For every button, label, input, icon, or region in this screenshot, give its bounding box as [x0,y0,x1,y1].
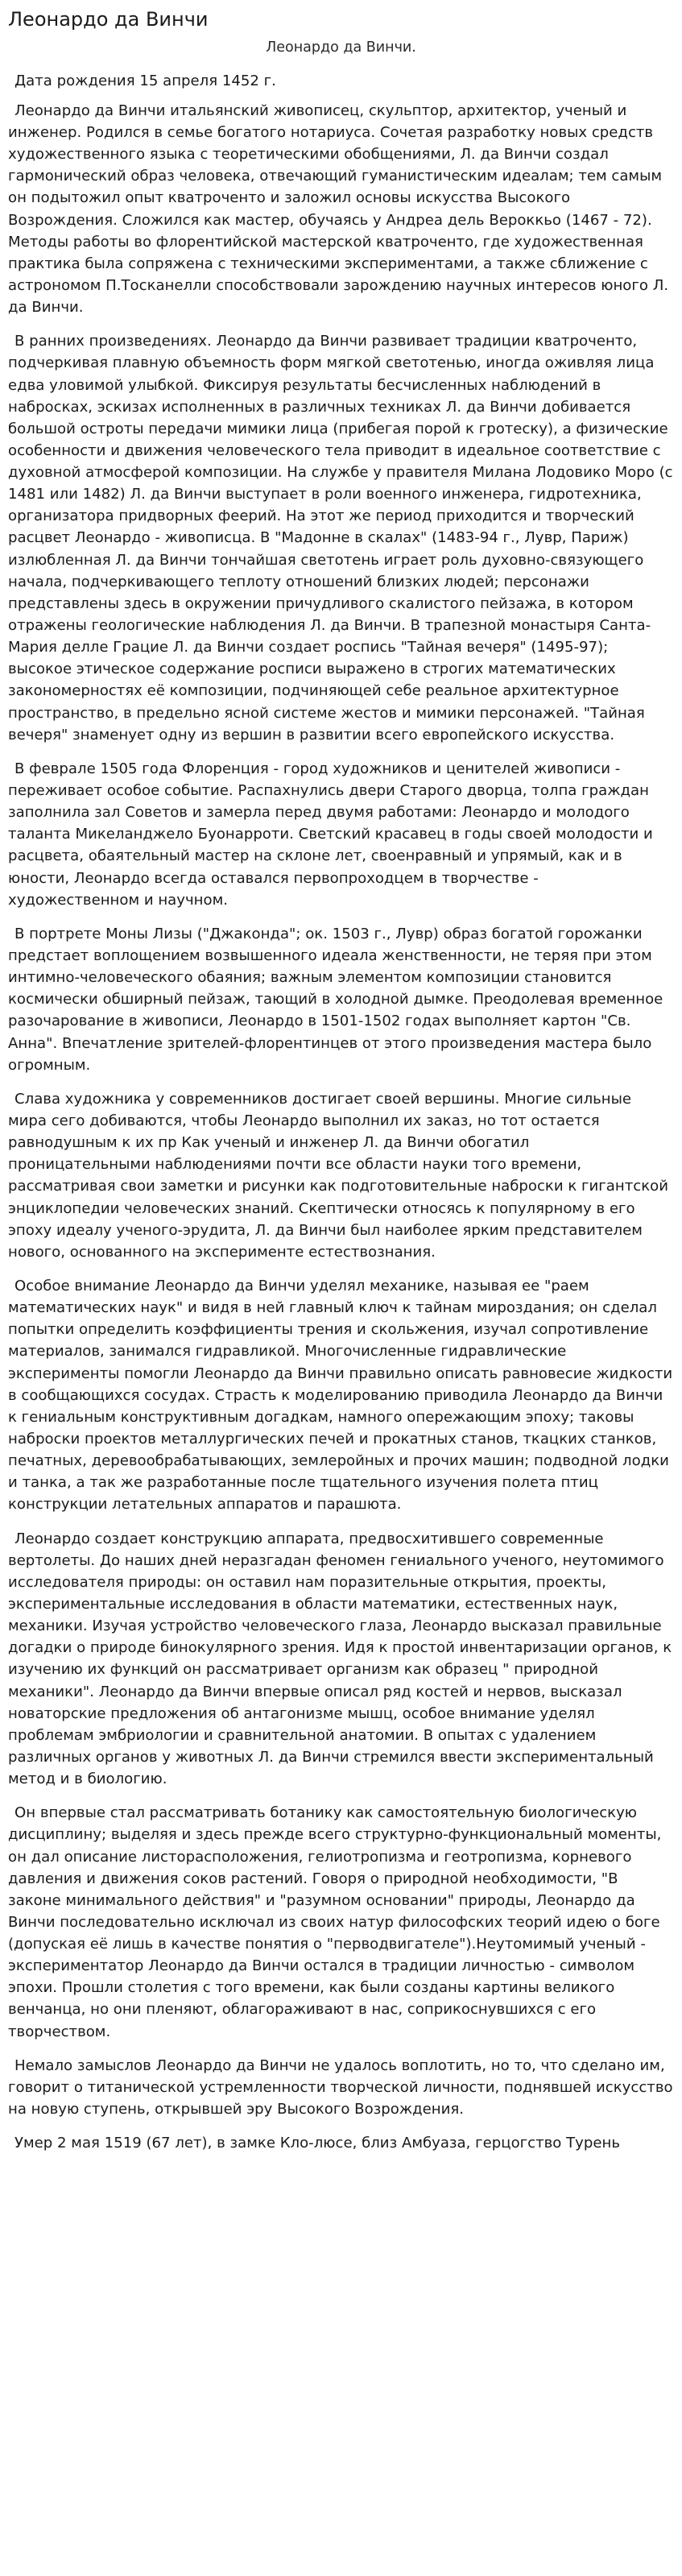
article-title: Леонардо да Винчи. [266,39,416,56]
birth-date-paragraph: Дата рождения 15 апреля 1452 г. [14,72,276,89]
early-works-paragraph: В ранних произведениях. Леонардо да Винчи развивает традиции кватроченто, подчеркивая плавную объемность форм мягкой светотенью, иногда оживляя лица едва уловимой улыбкой. Фиксируя результаты бесчисленных наблюдений в набросках, эскизах исполненных в различных техниках Л. да Винчи добивается большой остроты передачи мимики лица (прибегая порой к гротеску), а физические особенности и движения человеческого тела приводит в идеальное соответствие с духовной атмосферой композиции. На службе у правителя Милана Лодовико Моро (с 1481 или 1482) Л. да Винчи выступает в роли военного инженера, гидротехника, организатора придворных феерий. На этот же период приходится и творческий расцвет Леонардо - живописца. В "Мадонне в скалах" (1483-94 г., Лувр, Париж) излюбленная Л. да Винчи тончайшая светотень играет роль духовно-связующего начала, подчеркивающего теплоту отношений близких людей; персонажи представлены здесь в окружении причудливого скалистого пейзажа, в котором отражены геологические наблюдения Л. да Винчи. В трапезной монастыря Санта-Мария делле Грацие Л. да Винчи создает роспись "Тайная вечеря" (1495-97); высокое этическое содержание росписи выражено в строгих математических закономерностях её композиции, подчиняющей себе реальное архитектурное пространство, в предельно ясной системе жестов и мимики персонажей. "Тайная вечеря" знаменует одну из вершин в развитии всего европейского искусства. [8,333,673,743]
botany-paragraph: Он впервые стал рассматривать ботанику как самостоятельную биологическую дисциплину; выделяя и здесь прежде всего структурно-функциональный моменты, он дал описание листорасположения, гелиотропизма и геотропизма, корневого давления и движения соков растений. Говоря о природной необходимости, "В законе минимального действия" и "разумном основании" природы, Леонардо да Винчи последовательно исключал из своих натур философских теорий идею о боге (допуская её лишь в качестве понятия о "перводвигателе").Неутомимый ученый - экспериментатор Леонардо да Винчи остался в традиции личностью - символом эпохи. Прошли столетия с того времени, как были созданы картины великого венчанца, но они пленяют, облагораживают в нас, соприкоснувшихся с его творчеством. [8,1804,662,2040]
mona-lisa-paragraph: В портрете Моны Лизы ("Джаконда"; ок. 1503 г., Лувр) образ богатой горожанки предстает воплощением возвышенного идеала женственности, не теряя при этом интимно-человеческого обаяния; важным элементом композиции становится космически обширный пейзаж, тающий в холодной дымке. Преодолевая временное разочарование в живописи, Леонардо в 1501-1502 годах выполняет картон "Св. Анна". Впечатление зрителей-флорентинцев от этого произведения мастера было огромным. [8,925,663,1074]
legacy-paragraph: Немало замыслов Леонардо да Винчи не удалось воплотить, но то, что сделано им, говорит о титанической устремленности творческой личности, поднявшей искусство на новую ступень, открывшей эру Высокого Возрождения. [8,2056,673,2118]
article-body [8,70,674,2155]
page-title: Леонардо да Винчи [8,8,209,31]
anatomy-paragraph: Леонардо создает конструкцию аппарата, предвосхитившего современные вертолеты. До наших дней неразгадан феномен гениального ученого, неутомимого исследователя природы: он оставил нам поразительные открытия, проекты, экспериментальные исследования в области математики, естественных наук, механики. Изучая устройство человеческого глаза, Леонардо высказал правильные догадки о природе бинокулярного зрения. Идя к простой инвентаризации органов, к изучению их функций он рассматривает организм как образец " природной механики". Леонардо да Винчи впервые описал ряд костей и нервов, высказал новаторские предложения об антагонизме мышц, особое внимание уделял проблемам эмбриологии и сравнительной анатомии. В опытах с удалением различных органов у животных Л. да Винчи стремился ввести экспериментальный метод и в биологию. [8,1530,672,1788]
death-date-paragraph: Умер 2 мая 1519 (67 лет), в замке Кло-люсе, близ Амбуаза, герцогство Турень [14,2135,620,2152]
fame-paragraph: Слава художника у современников достигает своей вершины. Многие сильные мира сего добиваются, чтобы Леонардо выполнил их заказ, но тот остается равнодушным к их пр Как ученый и инженер Л. да Винчи обогатил проницательными наблюдениями почти все области науки того времени, рассматривая свои заметки и рисунки как подготовительные наброски к гигантской энциклопедии человеческих знаний. Скептически относясь к популярному в его эпоху идеалу ученого-эрудита, Л. да Винчи был наиболее ярким представителем нового, основанного на эксперименте естествознания. [8,1090,668,1261]
biography-paragraph: Леонардо да Винчи итальянский живописец, скульптор, архитектор, ученый и инженер. Родился в семье богатого нотариуса. Сочетая разработку новых средств художественного языка с теоретическими обобщениями, Л. да Винчи создал гармонический образ человека, отвечающий гуманистическим идеалам; тем самым он подытожил опыт кватроченто и заложил основы искусства Высокого Возрождения. Сложился как мастер, обучаясь у Андреа дель Вероккьо (1467 - 72). Методы работы во флорентийской мастерской кватроченто, где художественная практика была сопряжена с техническими экспериментами, а также сближение с астрономом П.Тосканелли способствовали зарождению научных интересов юного Л. да Винчи. [8,101,669,317]
florence-1505-paragraph: В феврале 1505 года Флоренция - город художников и ценителей живописи - переживает особое событие. Распахнулись двери Старого дворца, толпа граждан заполнила зал Советов и замерла перед двумя работами: Леонардо и молодого таланта Микеланджело Буонарроти. Светский красавец в годы своей молодости и расцвета, обаятельный мастер на склоне лет, своенравный и упрямый, как и в юности, Леонардо всегда оставался первопроходцем в творчестве - художественном и научном. [8,760,653,909]
mechanics-paragraph: Особое внимание Леонардо да Винчи уделял механике, называя ее "раем математических наук" и видя в ней главный ключ к тайнам мироздания; он сделал попытки определить коэффициенты трения и скольжения, изучал сопротивление материалов, занимался гидравликой. Многочисленные гидравлические эксперименты помогли Леонардо да Винчи правильно описать равновесие жидкости в сообщающихся сосудах. Страсть к моделированию приводила Леонардо да Винчи к гениальным конструктивным догадкам, намного опережающим эпоху; таковы наброски проектов металлургических печей и прокатных станов, ткацких станков, печатных, деревообрабатывающих, землеройных и прочих машин; подводной лодки и танка, а так же разработанные после тщательного изучения полета птиц конструкции летательных аппаратов и парашюта. [8,1277,673,1514]
